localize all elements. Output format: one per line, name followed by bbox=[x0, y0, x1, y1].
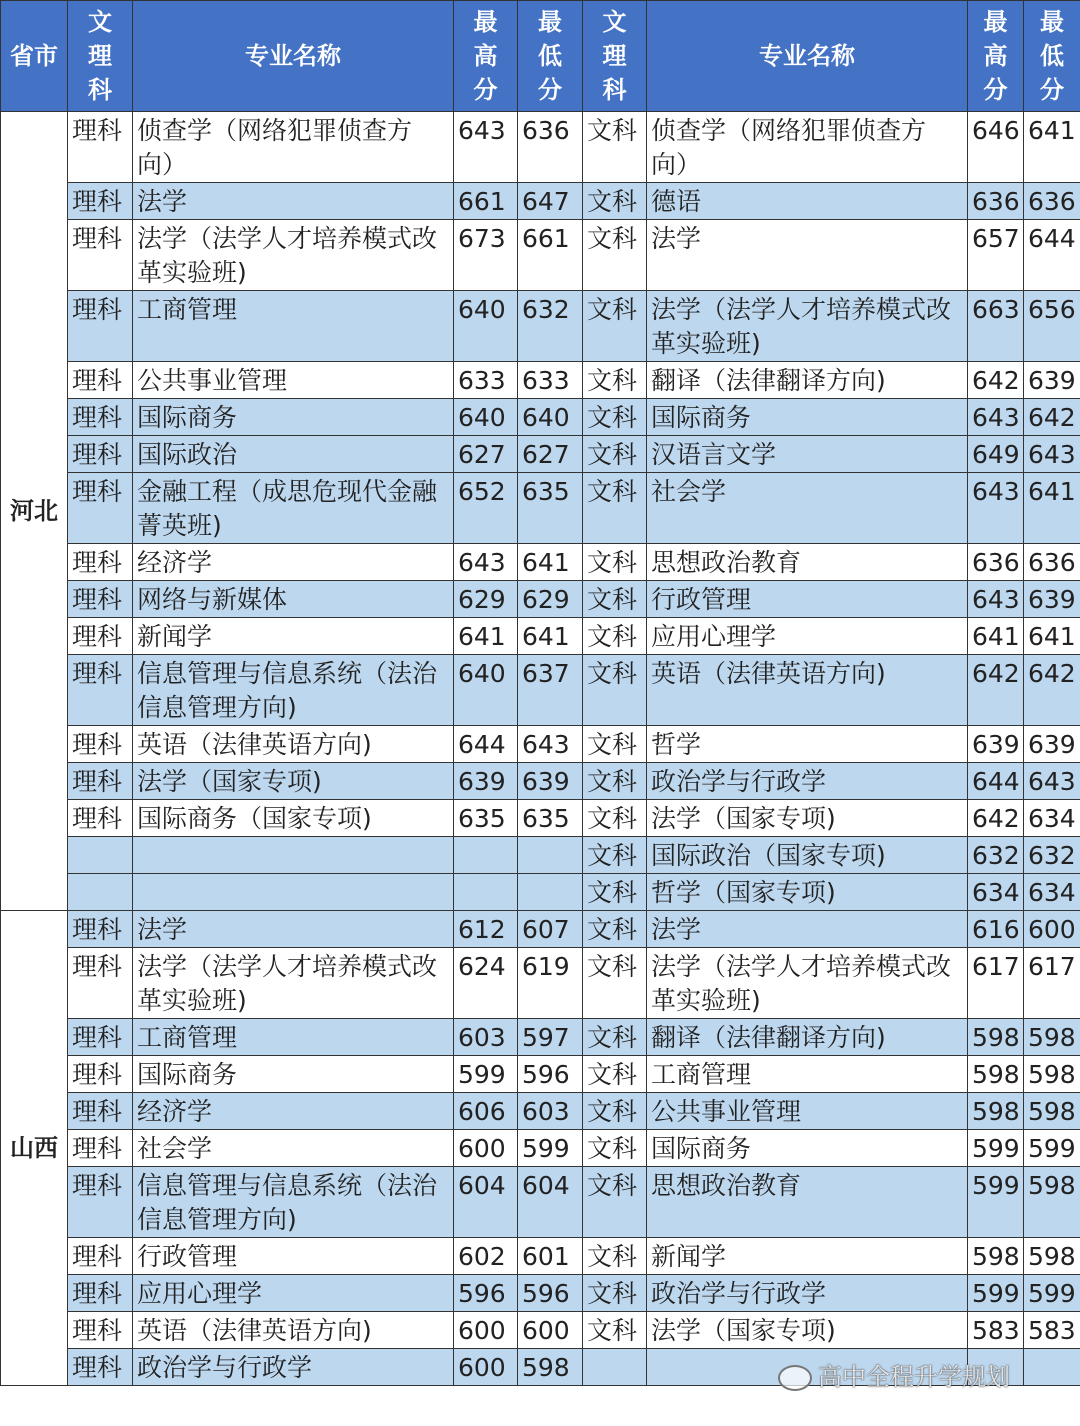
right-max-score-cell: 663 bbox=[968, 291, 1024, 362]
right-min-score-cell bbox=[1024, 1349, 1080, 1386]
left-max-score-cell: 639 bbox=[454, 763, 518, 800]
right-max-score-cell: 636 bbox=[968, 544, 1024, 581]
header-char: 最 bbox=[1040, 8, 1064, 36]
right-max-score-cell: 642 bbox=[968, 800, 1024, 837]
left-min-score-cell: 629 bbox=[518, 581, 583, 618]
right-max-score-cell: 599 bbox=[968, 1275, 1024, 1312]
left-track-cell: 理科 bbox=[68, 1019, 133, 1056]
right-min-score-cell: 598 bbox=[1024, 1238, 1080, 1275]
left-major-cell: 经济学 bbox=[133, 544, 454, 581]
header-major: 专业名称 bbox=[133, 1, 454, 112]
header-char: 理 bbox=[602, 42, 627, 70]
right-major-cell bbox=[647, 1349, 968, 1386]
right-min-score-cell: 598 bbox=[1024, 1056, 1080, 1093]
left-max-score-cell bbox=[454, 874, 518, 911]
table-row bbox=[1, 874, 1080, 911]
left-max-score-cell: 643 bbox=[454, 544, 518, 581]
left-track-cell: 理科 bbox=[68, 800, 133, 837]
left-track-cell: 理科 bbox=[68, 220, 133, 291]
right-min-score-cell: 639 bbox=[1024, 726, 1080, 763]
left-min-score-cell: 600 bbox=[518, 1312, 583, 1349]
left-major-cell: 经济学 bbox=[133, 1093, 454, 1130]
right-major-cell: 法学（国家专项) bbox=[647, 800, 968, 837]
right-min-score-cell: 598 bbox=[1024, 1019, 1080, 1056]
right-min-score-cell: 598 bbox=[1024, 1167, 1080, 1238]
right-track-cell: 文科 bbox=[583, 399, 647, 436]
left-max-score-cell: 629 bbox=[454, 581, 518, 618]
left-major-cell: 法学（法学人才培养模式改革实验班) bbox=[133, 948, 454, 1019]
right-min-score-cell: 634 bbox=[1024, 800, 1080, 837]
right-major-cell: 法学 bbox=[647, 220, 968, 291]
left-min-score-cell: 604 bbox=[518, 1167, 583, 1238]
header-char: 理 bbox=[88, 42, 112, 70]
right-track-cell: 文科 bbox=[583, 1238, 647, 1275]
table-row bbox=[1, 1275, 1080, 1312]
right-max-score-cell: 598 bbox=[968, 1093, 1024, 1130]
right-min-score-cell: 617 bbox=[1024, 948, 1080, 1019]
right-max-score-cell: 644 bbox=[968, 763, 1024, 800]
left-max-score-cell: 612 bbox=[454, 911, 518, 948]
left-major-cell: 工商管理 bbox=[133, 1019, 454, 1056]
right-min-score-cell: 599 bbox=[1024, 1130, 1080, 1167]
left-min-score-cell: 599 bbox=[518, 1130, 583, 1167]
left-min-score-cell: 639 bbox=[518, 763, 583, 800]
left-track-cell: 理科 bbox=[68, 183, 133, 220]
left-track-cell: 理科 bbox=[68, 948, 133, 1019]
right-major-cell: 思想政治教育 bbox=[647, 544, 968, 581]
right-track-cell: 文科 bbox=[583, 581, 647, 618]
right-major-cell: 法学（法学人才培养模式改革实验班) bbox=[647, 291, 968, 362]
right-max-score-cell: 642 bbox=[968, 362, 1024, 399]
table-row bbox=[1, 763, 1080, 800]
right-min-score-cell: 639 bbox=[1024, 362, 1080, 399]
right-major-cell: 法学（法学人才培养模式改革实验班) bbox=[647, 948, 968, 1019]
header-track bbox=[583, 1, 647, 112]
province-cell: 河北 bbox=[1, 112, 68, 911]
right-major-cell: 国际政治（国家专项) bbox=[647, 837, 968, 874]
right-max-score-cell: 646 bbox=[968, 112, 1024, 183]
left-track-cell: 理科 bbox=[68, 291, 133, 362]
left-min-score-cell: 601 bbox=[518, 1238, 583, 1275]
left-min-score-cell: 596 bbox=[518, 1275, 583, 1312]
left-min-score-cell: 627 bbox=[518, 436, 583, 473]
left-major-cell: 工商管理 bbox=[133, 291, 454, 362]
right-min-score-cell: 642 bbox=[1024, 655, 1080, 726]
left-min-score-cell: 635 bbox=[518, 473, 583, 544]
table-row bbox=[1, 1130, 1080, 1167]
left-min-score-cell: 632 bbox=[518, 291, 583, 362]
right-major-cell: 政治学与行政学 bbox=[647, 1275, 968, 1312]
left-major-cell: 国际商务（国家专项) bbox=[133, 800, 454, 837]
left-max-score-cell: 633 bbox=[454, 362, 518, 399]
right-major-cell: 工商管理 bbox=[647, 1056, 968, 1093]
right-min-score-cell: 641 bbox=[1024, 112, 1080, 183]
right-track-cell: 文科 bbox=[583, 618, 647, 655]
right-track-cell: 文科 bbox=[583, 291, 647, 362]
left-min-score-cell: 635 bbox=[518, 800, 583, 837]
left-min-score-cell: 647 bbox=[518, 183, 583, 220]
left-major-cell: 法学（法学人才培养模式改革实验班) bbox=[133, 220, 454, 291]
right-track-cell: 文科 bbox=[583, 1312, 647, 1349]
right-max-score-cell: 643 bbox=[968, 399, 1024, 436]
header-char: 高 bbox=[473, 42, 498, 70]
right-major-cell: 法学（国家专项) bbox=[647, 1312, 968, 1349]
right-major-cell: 国际商务 bbox=[647, 1130, 968, 1167]
table-row bbox=[1, 1056, 1080, 1093]
right-max-score-cell: 616 bbox=[968, 911, 1024, 948]
right-major-cell: 行政管理 bbox=[647, 581, 968, 618]
right-min-score-cell: 632 bbox=[1024, 837, 1080, 874]
header-char: 分 bbox=[473, 76, 498, 104]
left-min-score-cell: 607 bbox=[518, 911, 583, 948]
right-max-score-cell: 617 bbox=[968, 948, 1024, 1019]
header-province: 省市 bbox=[1, 1, 68, 112]
right-track-cell: 文科 bbox=[583, 1093, 647, 1130]
left-max-score-cell: 624 bbox=[454, 948, 518, 1019]
right-major-cell: 汉语言文学 bbox=[647, 436, 968, 473]
table-row bbox=[1, 911, 1080, 948]
right-track-cell: 文科 bbox=[583, 1130, 647, 1167]
right-major-cell: 国际商务 bbox=[647, 399, 968, 436]
right-min-score-cell: 644 bbox=[1024, 220, 1080, 291]
right-min-score-cell: 636 bbox=[1024, 183, 1080, 220]
left-min-score-cell: 633 bbox=[518, 362, 583, 399]
table-row bbox=[1, 1312, 1080, 1349]
right-major-cell: 应用心理学 bbox=[647, 618, 968, 655]
right-max-score-cell: 632 bbox=[968, 837, 1024, 874]
right-track-cell: 文科 bbox=[583, 874, 647, 911]
left-track-cell: 理科 bbox=[68, 1275, 133, 1312]
header-char: 高 bbox=[983, 42, 1008, 70]
watermark-text: 高中全程升学规划 bbox=[818, 1363, 1010, 1391]
province-cell: 山西 bbox=[1, 911, 68, 1386]
right-min-score-cell: 598 bbox=[1024, 1093, 1080, 1130]
table-row bbox=[1, 1238, 1080, 1275]
left-major-cell: 政治学与行政学 bbox=[133, 1349, 454, 1386]
left-max-score-cell: 604 bbox=[454, 1167, 518, 1238]
right-max-score-cell: 599 bbox=[968, 1167, 1024, 1238]
header-track bbox=[68, 1, 133, 112]
left-major-cell: 信息管理与信息系统（法治信息管理方向) bbox=[133, 1167, 454, 1238]
left-track-cell: 理科 bbox=[68, 618, 133, 655]
left-major-cell: 公共事业管理 bbox=[133, 362, 454, 399]
left-major-cell: 国际商务 bbox=[133, 399, 454, 436]
right-major-cell: 翻译（法律翻译方向) bbox=[647, 362, 968, 399]
left-max-score-cell: 596 bbox=[454, 1275, 518, 1312]
right-major-cell: 社会学 bbox=[647, 473, 968, 544]
left-max-score-cell: 602 bbox=[454, 1238, 518, 1275]
left-track-cell: 理科 bbox=[68, 112, 133, 183]
left-track-cell bbox=[68, 874, 133, 911]
left-track-cell: 理科 bbox=[68, 1238, 133, 1275]
left-min-score-cell: 661 bbox=[518, 220, 583, 291]
right-max-score-cell: 634 bbox=[968, 874, 1024, 911]
right-track-cell bbox=[583, 1349, 647, 1386]
table-row bbox=[1, 948, 1080, 1019]
table-row bbox=[1, 1349, 1080, 1386]
right-major-cell: 哲学（国家专项) bbox=[647, 874, 968, 911]
table-row bbox=[1, 726, 1080, 763]
right-max-score-cell: 583 bbox=[968, 1312, 1024, 1349]
left-major-cell: 国际政治 bbox=[133, 436, 454, 473]
right-max-score-cell: 641 bbox=[968, 618, 1024, 655]
left-major-cell: 信息管理与信息系统（法治信息管理方向) bbox=[133, 655, 454, 726]
right-min-score-cell: 639 bbox=[1024, 581, 1080, 618]
table-row bbox=[1, 112, 1080, 183]
right-min-score-cell: 642 bbox=[1024, 399, 1080, 436]
left-max-score-cell: 599 bbox=[454, 1056, 518, 1093]
left-min-score-cell: 643 bbox=[518, 726, 583, 763]
left-max-score-cell: 600 bbox=[454, 1130, 518, 1167]
table-row bbox=[1, 544, 1080, 581]
left-max-score-cell: 644 bbox=[454, 726, 518, 763]
left-track-cell: 理科 bbox=[68, 763, 133, 800]
left-max-score-cell bbox=[454, 837, 518, 874]
right-max-score-cell: 598 bbox=[968, 1238, 1024, 1275]
left-max-score-cell: 627 bbox=[454, 436, 518, 473]
right-track-cell: 文科 bbox=[583, 726, 647, 763]
right-track-cell: 文科 bbox=[583, 544, 647, 581]
left-major-cell: 社会学 bbox=[133, 1130, 454, 1167]
header-char: 文 bbox=[602, 8, 627, 36]
left-max-score-cell: 641 bbox=[454, 618, 518, 655]
right-max-score-cell: 649 bbox=[968, 436, 1024, 473]
right-min-score-cell: 636 bbox=[1024, 544, 1080, 581]
left-max-score-cell: 661 bbox=[454, 183, 518, 220]
right-max-score-cell: 636 bbox=[968, 183, 1024, 220]
header-char: 科 bbox=[88, 76, 112, 104]
left-major-cell: 网络与新媒体 bbox=[133, 581, 454, 618]
right-track-cell: 文科 bbox=[583, 655, 647, 726]
right-major-cell: 哲学 bbox=[647, 726, 968, 763]
right-major-cell: 新闻学 bbox=[647, 1238, 968, 1275]
left-track-cell: 理科 bbox=[68, 581, 133, 618]
right-track-cell: 文科 bbox=[583, 763, 647, 800]
left-min-score-cell: 603 bbox=[518, 1093, 583, 1130]
right-max-score-cell: 599 bbox=[968, 1130, 1024, 1167]
right-track-cell: 文科 bbox=[583, 948, 647, 1019]
left-track-cell: 理科 bbox=[68, 399, 133, 436]
header-char: 低 bbox=[538, 42, 562, 70]
header-min-score bbox=[1024, 1, 1080, 112]
left-major-cell: 英语（法律英语方向) bbox=[133, 1312, 454, 1349]
right-max-score-cell: 639 bbox=[968, 726, 1024, 763]
table-row bbox=[1, 618, 1080, 655]
left-min-score-cell: 637 bbox=[518, 655, 583, 726]
left-min-score-cell: 636 bbox=[518, 112, 583, 183]
right-max-score-cell bbox=[968, 1349, 1024, 1386]
header-char: 最 bbox=[538, 8, 562, 36]
right-max-score-cell: 642 bbox=[968, 655, 1024, 726]
header-max-score bbox=[454, 1, 518, 112]
left-major-cell: 法学 bbox=[133, 911, 454, 948]
table-row bbox=[1, 655, 1080, 726]
left-track-cell: 理科 bbox=[68, 1312, 133, 1349]
right-major-cell: 侦查学（网络犯罪侦查方向） bbox=[647, 112, 968, 183]
left-max-score-cell: 673 bbox=[454, 220, 518, 291]
left-max-score-cell: 640 bbox=[454, 291, 518, 362]
right-max-score-cell: 643 bbox=[968, 473, 1024, 544]
header-major: 专业名称 bbox=[647, 1, 968, 112]
left-min-score-cell bbox=[518, 874, 583, 911]
table-body bbox=[1, 112, 1080, 1386]
header-char: 文 bbox=[88, 8, 112, 36]
left-max-score-cell: 603 bbox=[454, 1019, 518, 1056]
table-row bbox=[1, 1019, 1080, 1056]
table-row bbox=[1, 220, 1080, 291]
right-major-cell: 法学 bbox=[647, 911, 968, 948]
table-row bbox=[1, 362, 1080, 399]
left-major-cell: 法学（国家专项) bbox=[133, 763, 454, 800]
left-max-score-cell: 635 bbox=[454, 800, 518, 837]
right-major-cell: 翻译（法律翻译方向) bbox=[647, 1019, 968, 1056]
header-max-score bbox=[968, 1, 1024, 112]
table-row bbox=[1, 581, 1080, 618]
header-min-score bbox=[518, 1, 583, 112]
right-major-cell: 英语（法律英语方向) bbox=[647, 655, 968, 726]
left-max-score-cell: 600 bbox=[454, 1349, 518, 1386]
left-track-cell: 理科 bbox=[68, 473, 133, 544]
left-track-cell: 理科 bbox=[68, 544, 133, 581]
table-row bbox=[1, 800, 1080, 837]
left-track-cell: 理科 bbox=[68, 1130, 133, 1167]
right-min-score-cell: 641 bbox=[1024, 618, 1080, 655]
right-major-cell: 政治学与行政学 bbox=[647, 763, 968, 800]
left-track-cell: 理科 bbox=[68, 1056, 133, 1093]
right-track-cell: 文科 bbox=[583, 911, 647, 948]
header-char: 分 bbox=[983, 76, 1008, 104]
left-major-cell: 行政管理 bbox=[133, 1238, 454, 1275]
left-min-score-cell: 641 bbox=[518, 544, 583, 581]
left-max-score-cell: 640 bbox=[454, 399, 518, 436]
left-track-cell: 理科 bbox=[68, 362, 133, 399]
left-track-cell bbox=[68, 837, 133, 874]
left-major-cell: 英语（法律英语方向) bbox=[133, 726, 454, 763]
right-major-cell: 思想政治教育 bbox=[647, 1167, 968, 1238]
right-major-cell: 公共事业管理 bbox=[647, 1093, 968, 1130]
left-min-score-cell: 598 bbox=[518, 1349, 583, 1386]
table-row bbox=[1, 436, 1080, 473]
right-track-cell: 文科 bbox=[583, 436, 647, 473]
left-major-cell: 新闻学 bbox=[133, 618, 454, 655]
right-min-score-cell: 643 bbox=[1024, 436, 1080, 473]
right-track-cell: 文科 bbox=[583, 183, 647, 220]
right-max-score-cell: 643 bbox=[968, 581, 1024, 618]
table-row bbox=[1, 1167, 1080, 1238]
table-row bbox=[1, 291, 1080, 362]
left-major-cell: 法学 bbox=[133, 183, 454, 220]
header-char: 分 bbox=[538, 76, 562, 104]
left-min-score-cell bbox=[518, 837, 583, 874]
table-row bbox=[1, 399, 1080, 436]
header-char: 最 bbox=[983, 8, 1008, 36]
left-min-score-cell: 596 bbox=[518, 1056, 583, 1093]
right-max-score-cell: 657 bbox=[968, 220, 1024, 291]
left-max-score-cell: 640 bbox=[454, 655, 518, 726]
left-major-cell: 应用心理学 bbox=[133, 1275, 454, 1312]
left-min-score-cell: 640 bbox=[518, 399, 583, 436]
left-major-cell: 侦查学（网络犯罪侦查方向） bbox=[133, 112, 454, 183]
left-track-cell: 理科 bbox=[68, 1093, 133, 1130]
right-min-score-cell: 600 bbox=[1024, 911, 1080, 948]
left-track-cell: 理科 bbox=[68, 655, 133, 726]
header-char: 分 bbox=[1040, 76, 1064, 104]
left-major-cell bbox=[133, 874, 454, 911]
left-min-score-cell: 597 bbox=[518, 1019, 583, 1056]
table-row bbox=[1, 1093, 1080, 1130]
right-min-score-cell: 599 bbox=[1024, 1275, 1080, 1312]
right-min-score-cell: 641 bbox=[1024, 473, 1080, 544]
right-min-score-cell: 583 bbox=[1024, 1312, 1080, 1349]
right-track-cell: 文科 bbox=[583, 1019, 647, 1056]
left-max-score-cell: 643 bbox=[454, 112, 518, 183]
right-max-score-cell: 598 bbox=[968, 1019, 1024, 1056]
left-major-cell: 金融工程（成思危现代金融菁英班) bbox=[133, 473, 454, 544]
left-max-score-cell: 606 bbox=[454, 1093, 518, 1130]
right-min-score-cell: 634 bbox=[1024, 874, 1080, 911]
right-track-cell: 文科 bbox=[583, 800, 647, 837]
right-min-score-cell: 656 bbox=[1024, 291, 1080, 362]
table-row bbox=[1, 473, 1080, 544]
left-min-score-cell: 619 bbox=[518, 948, 583, 1019]
left-major-cell bbox=[133, 837, 454, 874]
table-row bbox=[1, 837, 1080, 874]
left-max-score-cell: 600 bbox=[454, 1312, 518, 1349]
table-header-row bbox=[1, 1, 1080, 112]
table-row bbox=[1, 183, 1080, 220]
left-major-cell: 国际商务 bbox=[133, 1056, 454, 1093]
header-char: 科 bbox=[602, 76, 627, 104]
right-track-cell: 文科 bbox=[583, 837, 647, 874]
right-track-cell: 文科 bbox=[583, 220, 647, 291]
left-track-cell: 理科 bbox=[68, 726, 133, 763]
left-track-cell: 理科 bbox=[68, 911, 133, 948]
right-track-cell: 文科 bbox=[583, 1275, 647, 1312]
right-track-cell: 文科 bbox=[583, 1167, 647, 1238]
left-max-score-cell: 652 bbox=[454, 473, 518, 544]
header-char: 低 bbox=[1040, 42, 1064, 70]
right-track-cell: 文科 bbox=[583, 473, 647, 544]
right-major-cell: 德语 bbox=[647, 183, 968, 220]
right-track-cell: 文科 bbox=[583, 112, 647, 183]
left-track-cell: 理科 bbox=[68, 1167, 133, 1238]
header-char: 最 bbox=[473, 8, 498, 36]
right-max-score-cell: 598 bbox=[968, 1056, 1024, 1093]
left-min-score-cell: 641 bbox=[518, 618, 583, 655]
right-track-cell: 文科 bbox=[583, 362, 647, 399]
right-min-score-cell: 643 bbox=[1024, 763, 1080, 800]
left-track-cell: 理科 bbox=[68, 1349, 133, 1386]
right-track-cell: 文科 bbox=[583, 1056, 647, 1093]
left-track-cell: 理科 bbox=[68, 436, 133, 473]
